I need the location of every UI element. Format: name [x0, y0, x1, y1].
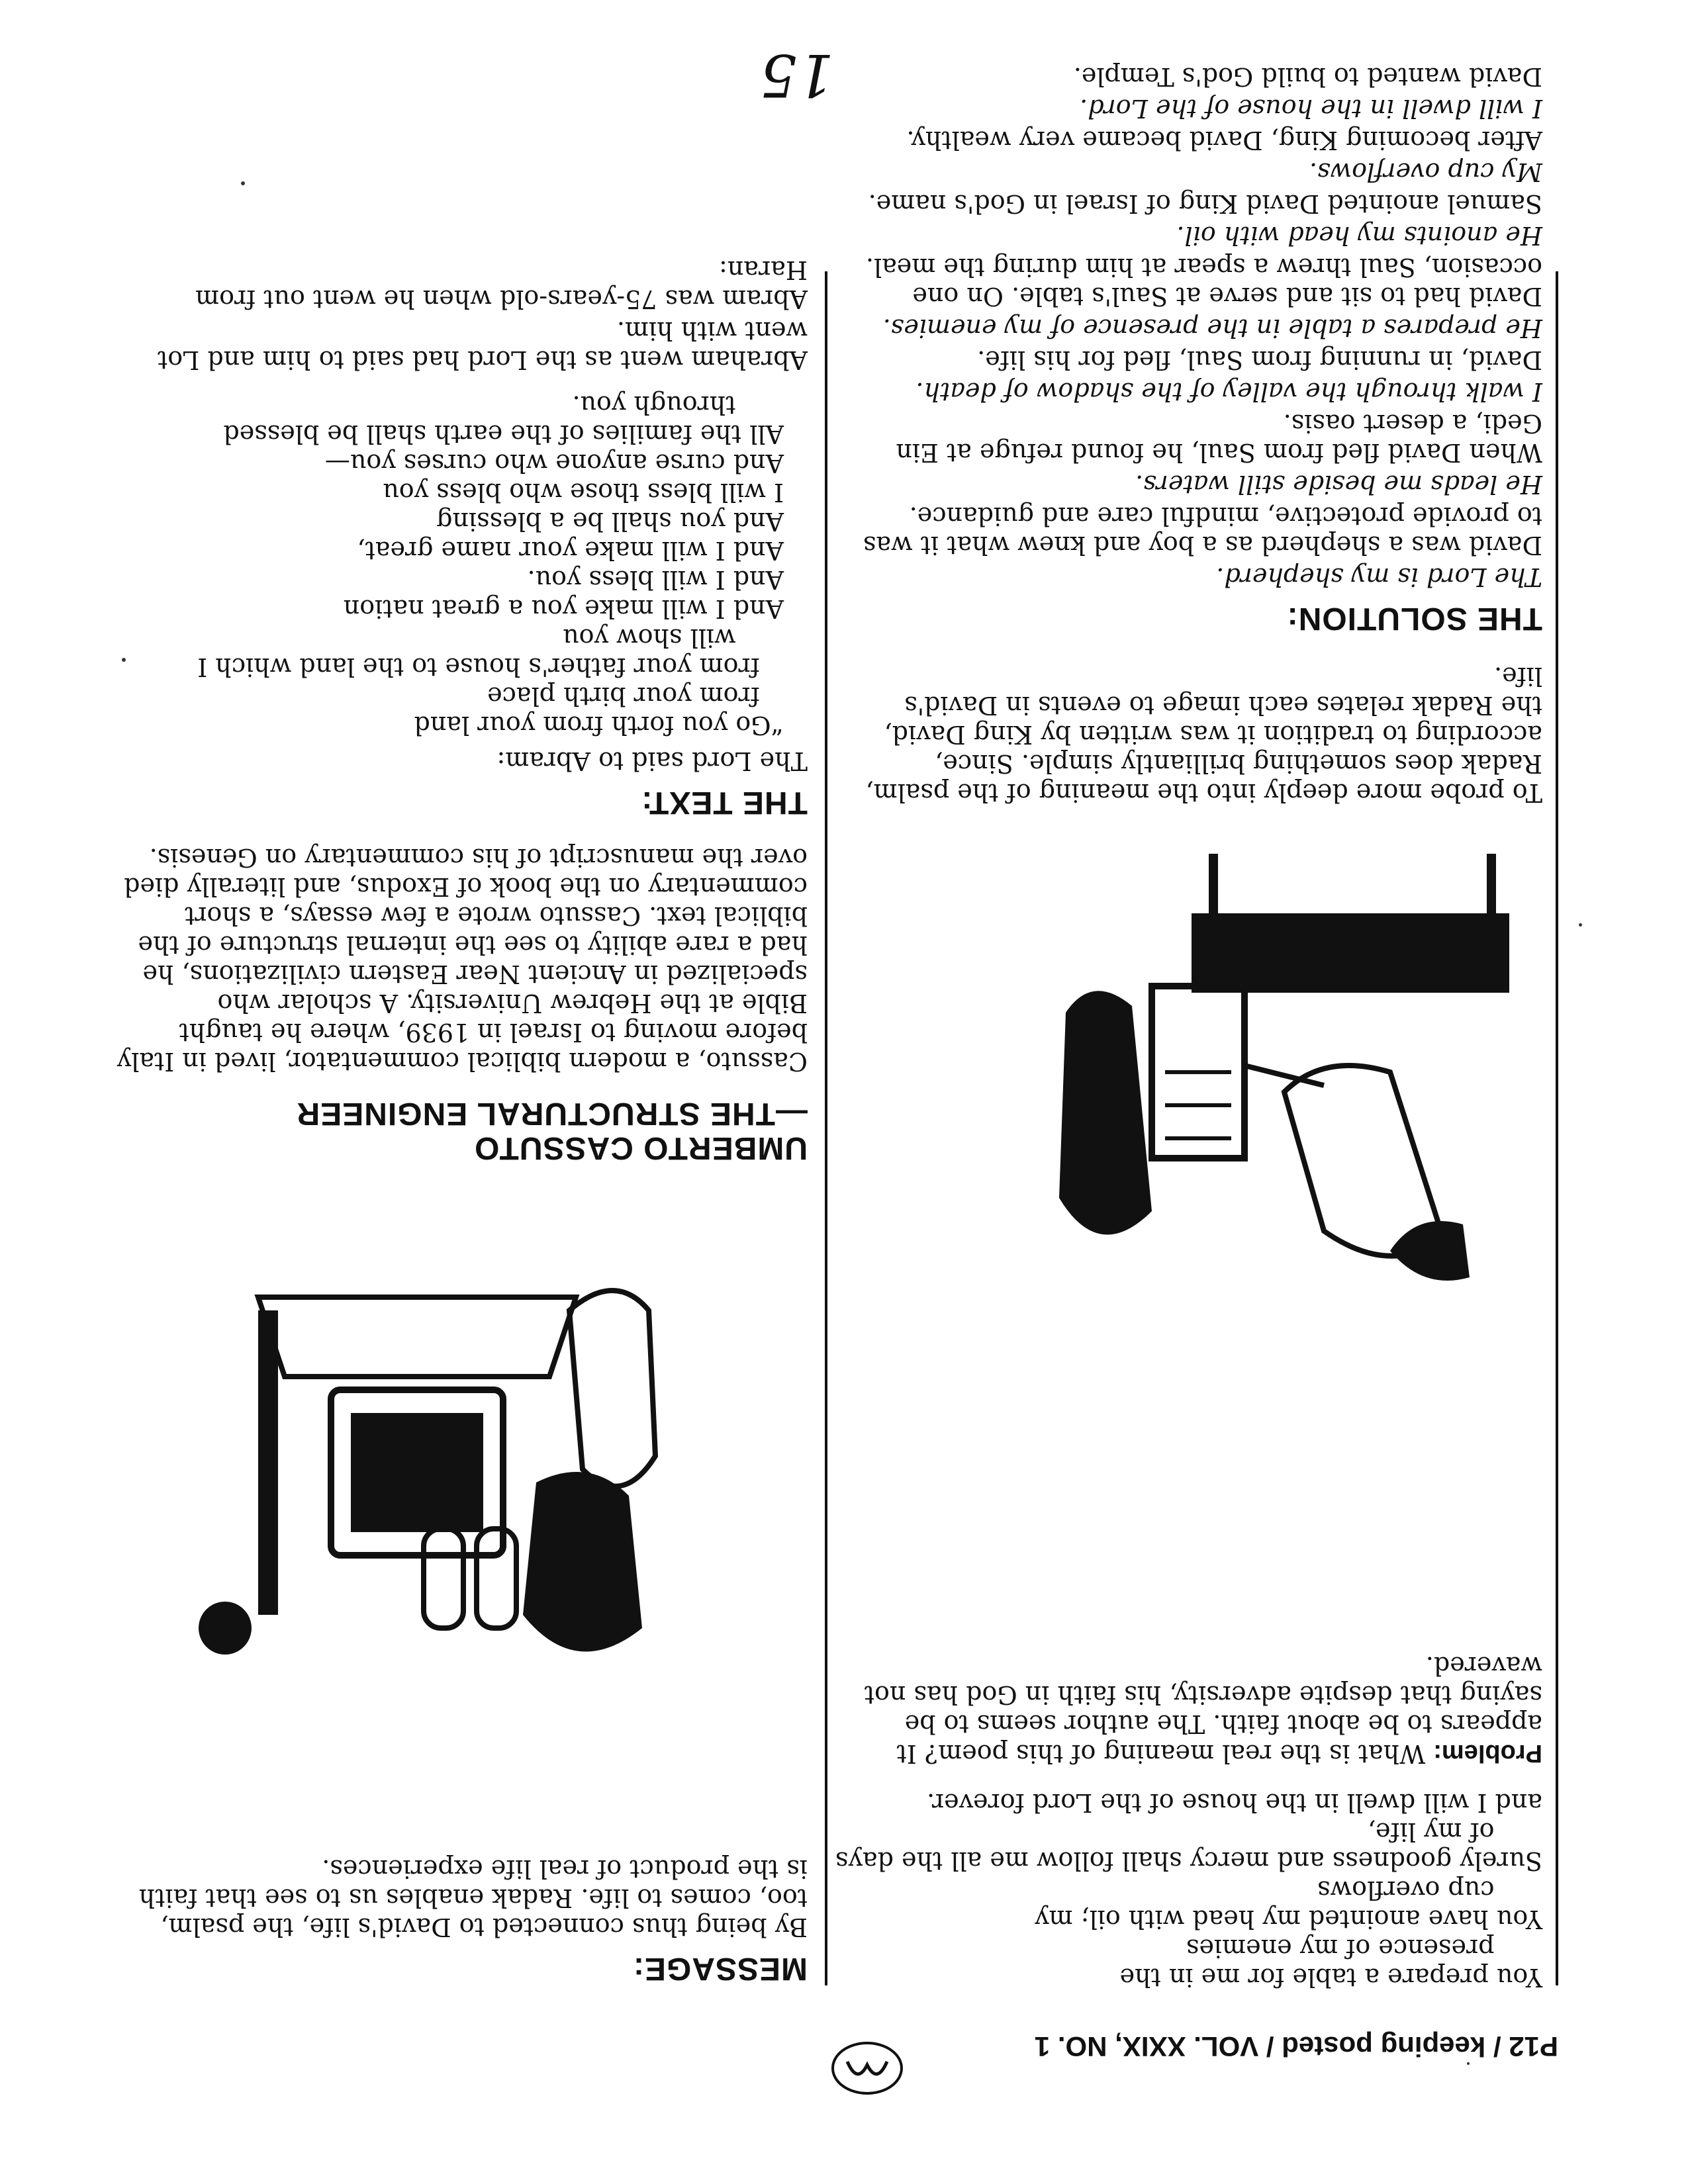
psalm-line: cup overflows — [1317, 1876, 1542, 1905]
closing-text: Abram was 75-years-old when he went out from Haran: — [195, 255, 808, 314]
folio: P12 / keeping posted / VOL. XXIX, NO. 1 — [1034, 2031, 1558, 2062]
verse-line: from your father's house to the land which I — [197, 653, 784, 682]
solution-item: He leads me beside still waters. — [1135, 470, 1542, 499]
psalm-line: of my life, — [1367, 1817, 1542, 1846]
problem-text: What is the real meaning of this poem? It appears to be about faith. The author seems to be saying that despite adversity, his faith in God has not wavered. — [864, 1651, 1542, 1768]
text-heading: THE TEXT: — [641, 785, 808, 820]
solution-item: David wanted to build God's Temple. — [1073, 62, 1542, 91]
solution-item: After becoming King, David became very wealthy. — [906, 126, 1542, 155]
solution-item: My cup overflows. — [1309, 158, 1542, 187]
left-column-lower — [861, 60, 1542, 807]
psalm-excerpt — [835, 1788, 1542, 1992]
solution-list — [861, 62, 1542, 592]
verse-line: And I will make you a great nation — [343, 594, 784, 623]
intro-paragraph: To probe more deeply into the meaning of the psalm, Radak does something brilliantly simple. Since, according to tradition it was written by King David, the Radak relates each image to events in David's life. — [865, 662, 1542, 807]
left-column — [835, 1642, 1542, 1992]
right-column-lower — [113, 246, 808, 1165]
verse-line: And I will make your name great, — [357, 536, 784, 565]
solution-heading: THE SOLUTION: — [1286, 601, 1542, 636]
solution-item: He prepares a table in the presence of my enemies. — [882, 314, 1542, 343]
solution-item: When David fled from Saul, he found refuge at Ein Gedi, a desert oasis. — [896, 409, 1542, 467]
solution-item: He anoints my head with oil. — [1176, 221, 1542, 250]
cassuto-illustration — [179, 1218, 682, 1707]
solution-item: Samuel anointed David King of Israel in God's name. — [868, 189, 1542, 218]
verse-line: “Go you forth from your land — [414, 711, 784, 740]
psalm-line: and I will dwell in the house of the Lord forever. — [927, 1788, 1542, 1817]
verse-line: I will bless those who bless you — [383, 478, 784, 507]
verse-line: will show you — [563, 623, 784, 653]
scan-speck — [1467, 2062, 1470, 2065]
handwritten-page-number: 15 — [760, 41, 834, 109]
right-column-rule — [825, 271, 827, 1985]
psalm-line: You prepare a table for me in the — [1119, 1963, 1542, 1992]
psalm-line: Surely goodness and mercy shall follow me all the days — [835, 1846, 1542, 1876]
solution-item: David was a shepherd as a boy and knew what it was to provide protective, mindful care and guidance. — [863, 502, 1542, 560]
cassuto-heading: UMBERTO CASSUTO —THE STRUCTURAL ENGINEER — [296, 1096, 808, 1165]
closing-text: Abraham went as the Lord had said to him and Lot went with him. — [157, 316, 808, 375]
solution-item: David had to sit and serve at Saul's table. On one occasion, Saul threw a spear at him during the meal. — [865, 253, 1542, 311]
verse-line: And you shall be a blessing — [436, 507, 784, 536]
solution-item: The Lord is my shepherd. — [1216, 563, 1542, 592]
message-text: By being thus connected to David's life, the psalm, too, comes to life. Radak enables us to see that faith is the product of real life experiences. — [138, 1854, 808, 1942]
scan-speck — [122, 658, 126, 662]
right-column — [113, 1845, 808, 1985]
scan-speck — [241, 181, 245, 185]
psalm-line: You have anointed my head with oil; my — [1035, 1905, 1542, 1934]
solution-item: I walk through the valley of the shadow of death. — [915, 377, 1542, 406]
scan-speck — [1579, 923, 1582, 927]
verse-line: And curse anyone who curses you— — [324, 449, 784, 478]
message-heading: MESSAGE: — [632, 1951, 808, 1986]
cassuto-text: Cassuto, a modern biblical commentator, lived in Italy before moving to Israel in 1939, where he taught Bible at the Hebrew University. A scholar who specialized in Ancient Near Eastern civilizations, he had a rare ability to see the internal structure of the biblical text. Cassuto wrote a few essays, a short commentary on the book of Exodus, and literally died over the manuscript of his commentary on Genesis. — [117, 843, 808, 1076]
verse-line: All the families of the earth shall be blessed — [223, 420, 784, 449]
stamp-logo — [827, 2038, 907, 2098]
verse-line: through you. — [572, 390, 784, 420]
david-table-illustration — [1019, 841, 1523, 1291]
problem-paragraph — [861, 1651, 1542, 1768]
verse-line: And I will bless you. — [527, 565, 784, 594]
solution-item: I will dwell in the house of the Lord. — [1080, 94, 1542, 123]
verse-lines — [113, 390, 808, 740]
psalm-line: presence of my enemies — [1186, 1934, 1542, 1963]
solution-item: David, in running from Saul, fled for his life. — [977, 345, 1542, 375]
problem-label: Problem: — [1433, 1739, 1542, 1767]
text-intro: The Lord said to Abram: — [496, 747, 808, 776]
verse-line: from your birth place — [487, 682, 784, 711]
left-column-rule — [1556, 271, 1558, 1985]
